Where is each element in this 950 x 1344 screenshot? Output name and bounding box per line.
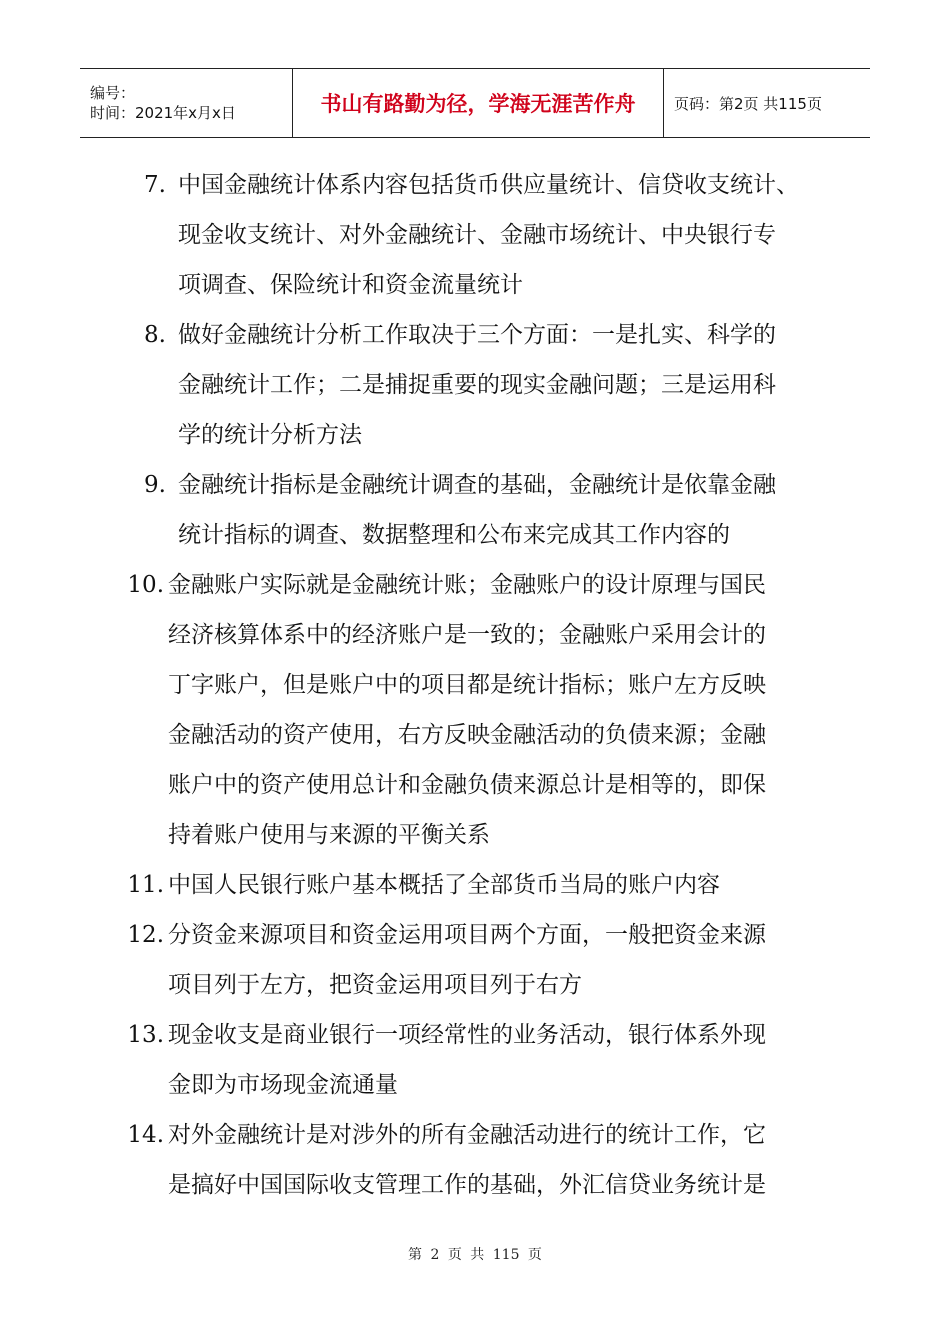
item-text-line: 现金收支统计、对外金融统计、金融市场统计、中央银行专 <box>178 222 776 248</box>
document-body <box>0 160 950 1210</box>
page-header <box>80 68 870 138</box>
item-text-line: 中国金融统计体系内容包括货币供应量统计、信贷收支统计、 <box>178 172 799 198</box>
list-item <box>0 160 950 310</box>
list-item <box>0 460 950 560</box>
item-text-line: 项目列于左方，把资金运用项目列于右方 <box>168 972 582 998</box>
item-text-line: 学的统计分析方法 <box>178 422 362 448</box>
item-text-line: 丁字账户，但是账户中的项目都是统计指标；账户左方反映 <box>168 672 766 698</box>
item-text-line: 金即为市场现金流通量 <box>168 1072 398 1098</box>
header-meta <box>80 69 293 137</box>
date-label: 时间：2021年x月x日 <box>90 104 236 122</box>
item-text-line: 分资金来源项目和资金运用项目两个方面，一般把资金来源 <box>168 922 766 948</box>
list-item <box>0 860 950 910</box>
item-number: 12. <box>127 922 164 948</box>
header-page-info <box>664 69 870 137</box>
item-number: 10. <box>127 572 164 598</box>
list-item <box>0 310 950 460</box>
item-text-line: 金融统计指标是金融统计调查的基础，金融统计是依靠金融 <box>178 472 776 498</box>
item-text-line: 经济核算体系中的经济账户是一致的；金融账户采用会计的 <box>168 622 766 648</box>
item-text-line: 持着账户使用与来源的平衡关系 <box>168 822 490 848</box>
item-number: 7. <box>144 172 166 198</box>
list-item <box>0 1010 950 1110</box>
item-text-line: 现金收支是商业银行一项经常性的业务活动，银行体系外现 <box>168 1022 766 1048</box>
item-text-line: 金融活动的资产使用，右方反映金融活动的负债来源；金融 <box>168 722 766 748</box>
item-text-line: 金融账户实际就是金融统计账；金融账户的设计原理与国民 <box>168 572 766 598</box>
item-text-line: 是搞好中国国际收支管理工作的基础，外汇信贷业务统计是 <box>168 1172 766 1198</box>
item-number: 8. <box>144 322 166 348</box>
list-item <box>0 910 950 1010</box>
code-label: 编号： <box>90 84 136 102</box>
item-text-line: 对外金融统计是对涉外的所有金融活动进行的统计工作，它 <box>168 1122 766 1148</box>
motto-text: 书山有路勤为径，学海无涯苦作舟 <box>320 92 636 116</box>
item-text-line: 账户中的资产使用总计和金融负债来源总计是相等的，即保 <box>168 772 766 798</box>
list-item <box>0 560 950 860</box>
page-label: 页码：第2页 共115页 <box>674 94 822 113</box>
page-footer <box>0 1244 950 1264</box>
item-number: 14. <box>127 1122 164 1148</box>
item-text-line: 金融统计工作；二是捕捉重要的现实金融问题；三是运用科 <box>178 372 776 398</box>
item-number: 9. <box>144 472 166 498</box>
item-text-line: 项调查、保险统计和资金流量统计 <box>178 272 523 298</box>
header-motto <box>293 69 664 137</box>
footer-page-number: 第 2 页 共 115 页 <box>408 1247 542 1263</box>
item-text-line: 做好金融统计分析工作取决于三个方面：一是扎实、科学的 <box>178 322 776 348</box>
item-number: 11. <box>127 872 164 898</box>
item-text-line: 中国人民银行账户基本概括了全部货币当局的账户内容 <box>168 872 720 898</box>
item-text-line: 统计指标的调查、数据整理和公布来完成其工作内容的 <box>178 522 730 548</box>
item-number: 13. <box>127 1022 164 1048</box>
list-item <box>0 1110 950 1210</box>
